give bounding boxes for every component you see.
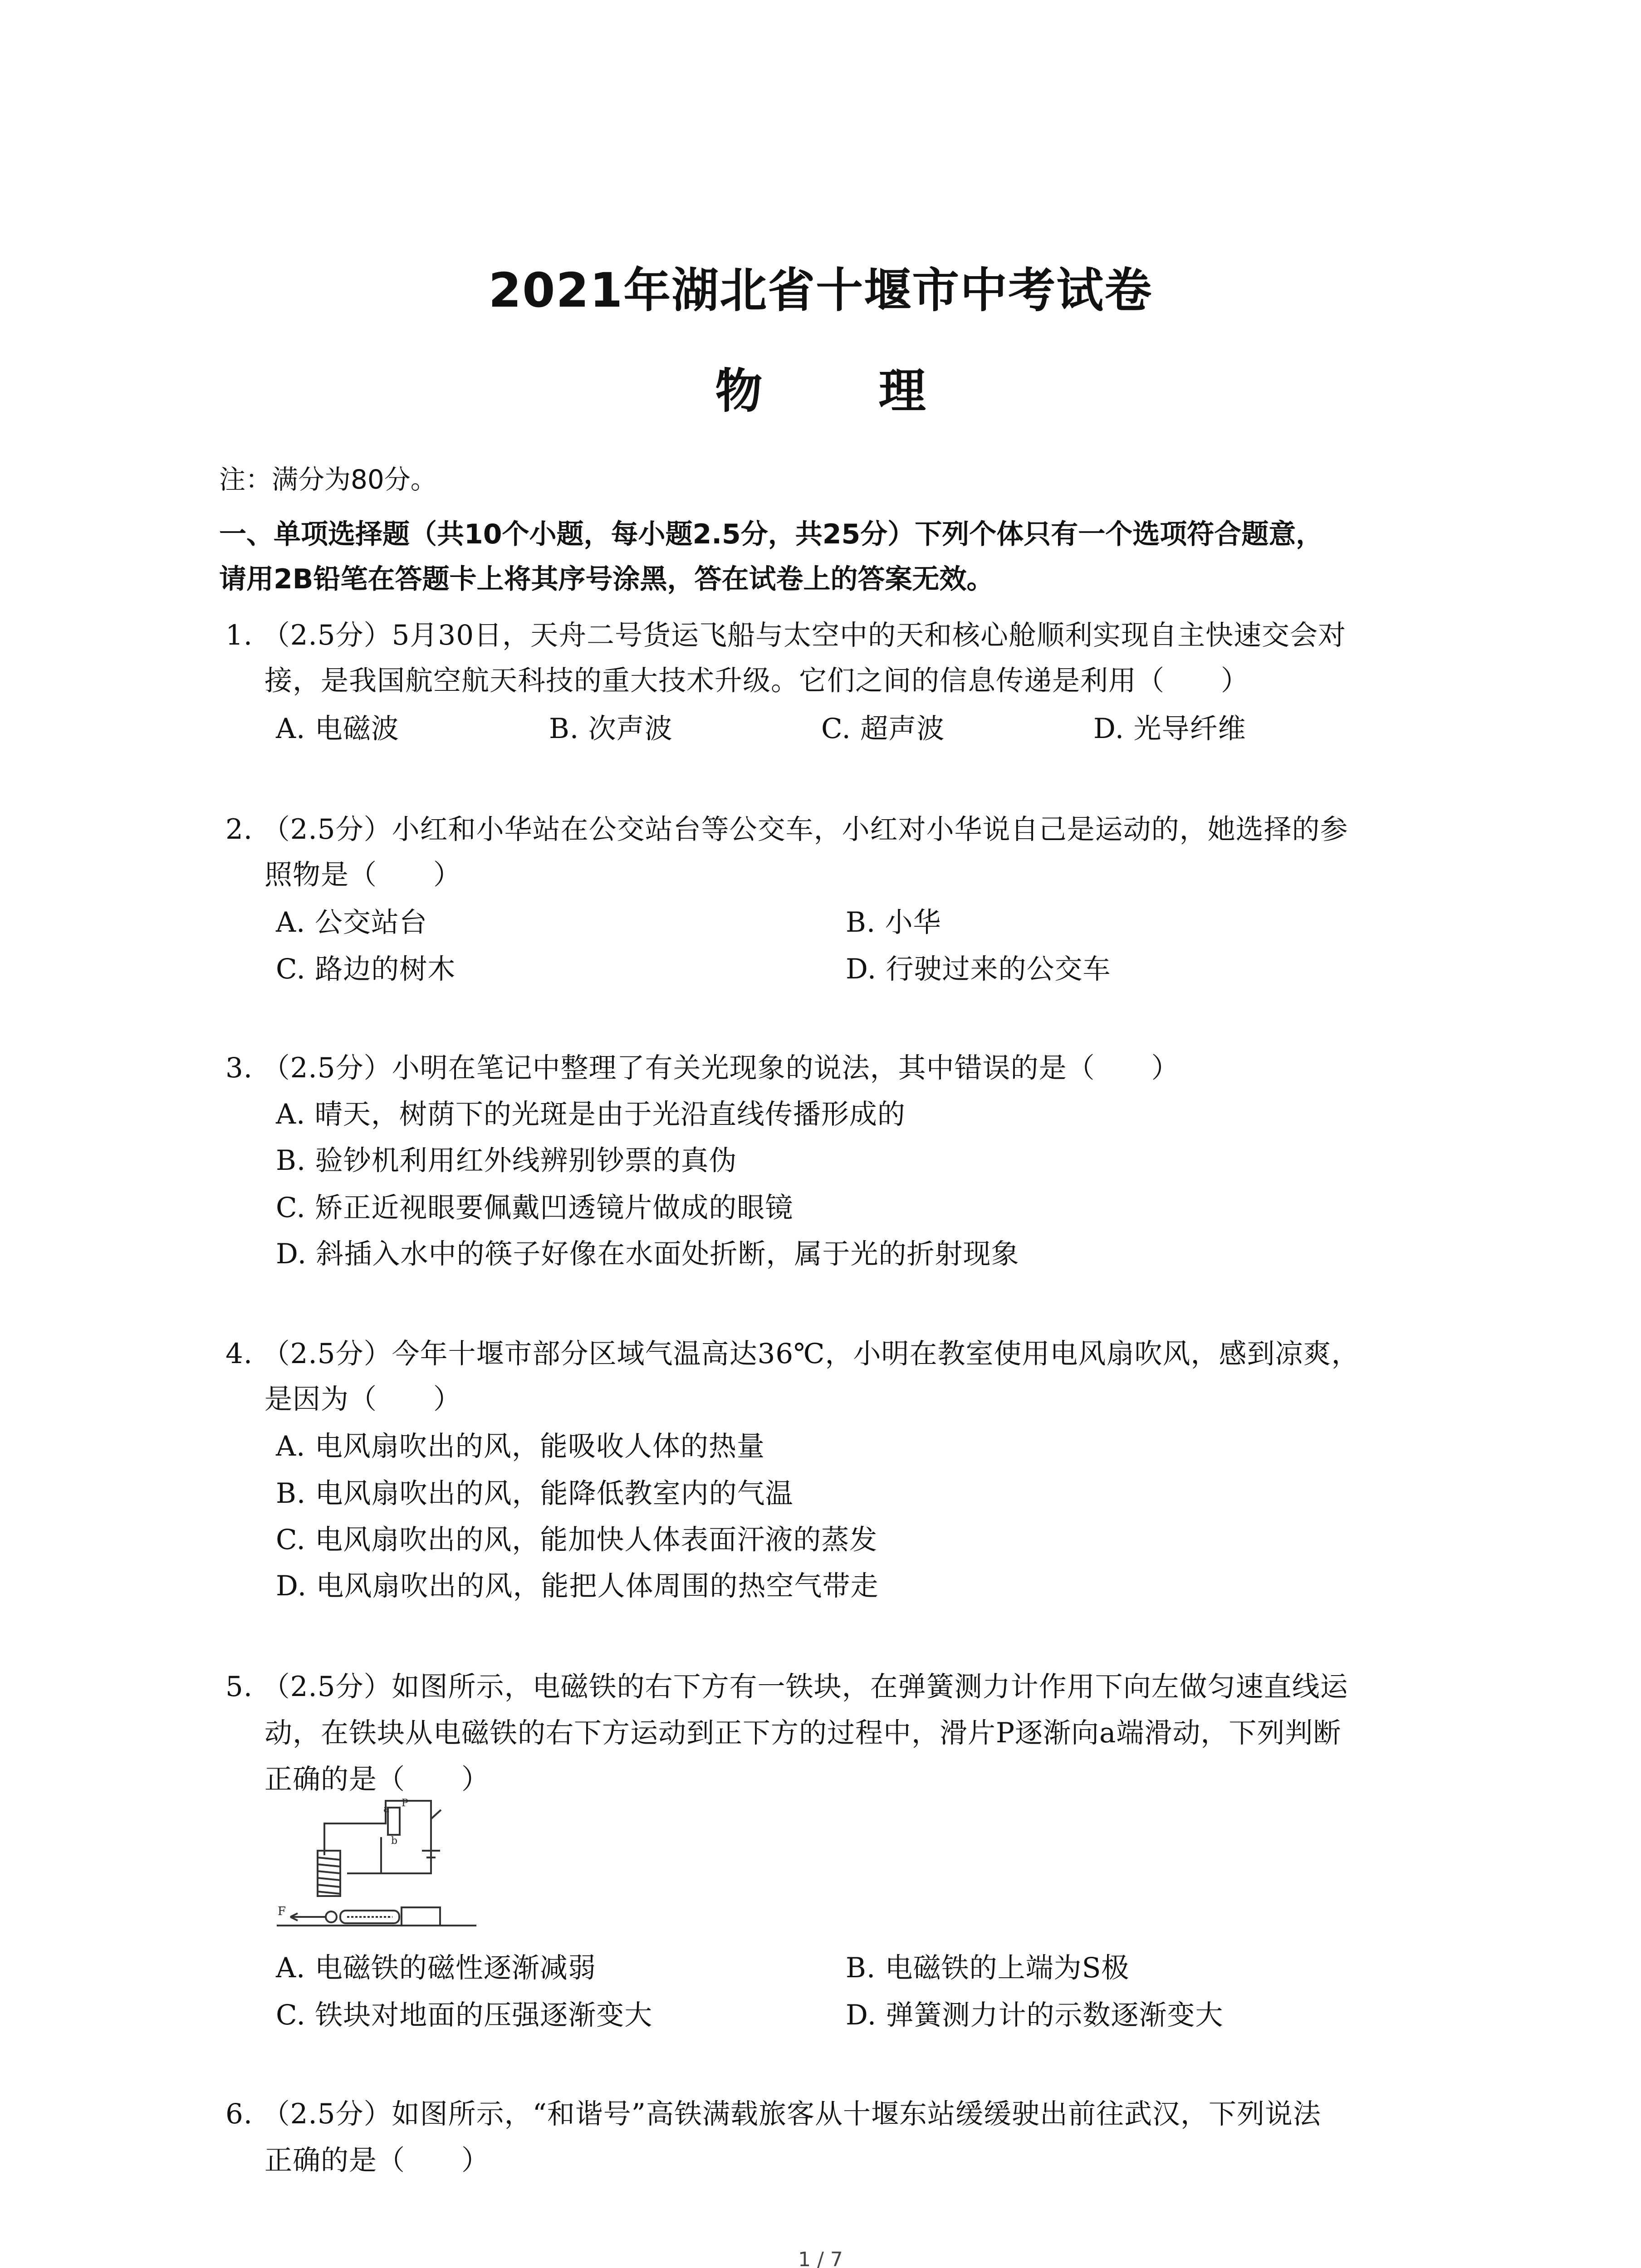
question-4-stem-line-1: 4. （2.5分）今年十堰市部分区域气温高达36℃，小明在教室使用电风扇吹风，感到凉爽， bbox=[225, 1338, 1360, 1370]
question-1-stem-line-2: 接，是我国航空航天科技的重大技术升级。它们之间的信息传递是利用（ ） bbox=[265, 665, 1249, 697]
rheostat-end-a-label: a bbox=[383, 1804, 390, 1815]
force-label: F bbox=[278, 1905, 286, 1918]
question-1-option-a: A. 电磁波 bbox=[276, 713, 399, 745]
question-2-option-d: D. 行驶过来的公交车 bbox=[846, 953, 1111, 985]
question-4-option-d: D. 电风扇吹出的风，能把人体周围的热空气带走 bbox=[276, 1570, 879, 1602]
question-5-stem-line-1: 5. （2.5分）如图所示，电磁铁的右下方有一铁块，在弹簧测力计作用下向左做匀速直线运 bbox=[225, 1671, 1348, 1703]
question-3-option-c: C. 矫正近视眼要佩戴凹透镜片做成的眼镜 bbox=[276, 1192, 794, 1224]
question-4-option-c: C. 电风扇吹出的风，能加快人体表面汗液的蒸发 bbox=[276, 1524, 878, 1556]
question-4-option-a: A. 电风扇吹出的风，能吸收人体的热量 bbox=[276, 1430, 765, 1462]
question-2-option-b: B. 小华 bbox=[846, 906, 941, 938]
question-2-stem-line-2: 照物是（ ） bbox=[265, 859, 462, 891]
question-1-stem-line-1: 1. （2.5分）5月30日，天舟二号货运飞船与太空中的天和核心舱顺利实现自主快速交会对 bbox=[225, 619, 1347, 651]
question-3-stem: 3. （2.5分）小明在笔记中整理了有关光现象的说法，其中错误的是（ ） bbox=[225, 1052, 1180, 1084]
question-3-option-b: B. 验钞机利用红外线辨别钞票的真伪 bbox=[276, 1144, 737, 1177]
question-5-option-d: D. 弹簧测力计的示数逐渐变大 bbox=[846, 1999, 1224, 2031]
question-4-option-b: B. 电风扇吹出的风，能降低教室内的气温 bbox=[276, 1477, 794, 1510]
question-1-option-d: D. 光导纤维 bbox=[1093, 713, 1246, 745]
question-5-stem-line-2: 动，在铁块从电磁铁的右下方运动到正下方的过程中，滑片P逐渐向a端滑动，下列判断 bbox=[265, 1717, 1342, 1749]
question-1-option-c: C. 超声波 bbox=[821, 713, 945, 745]
exam-title: 2021年湖北省十堰市中考试卷 bbox=[488, 263, 1153, 318]
question-2-option-c: C. 路边的树木 bbox=[276, 953, 456, 985]
section-heading-line-2: 请用2B铅笔在答题卡上将其序号涂黑，答在试卷上的答案无效。 bbox=[219, 563, 994, 595]
rheostat-end-b-label: b bbox=[391, 1835, 398, 1847]
question-6-stem-line-2: 正确的是（ ） bbox=[265, 2144, 490, 2176]
question-3-option-a: A. 晴天，树荫下的光斑是由于光沿直线传播形成的 bbox=[276, 1098, 906, 1130]
question-3-option-d: D. 斜插入水中的筷子好像在水面处折断，属于光的折射现象 bbox=[276, 1238, 1019, 1270]
question-4-stem-line-2: 是因为（ ） bbox=[265, 1383, 462, 1415]
rheostat-slider-label: P bbox=[402, 1798, 408, 1809]
question-2-stem-line-1: 2. （2.5分）小红和小华站在公交站台等公交车，小红对小华说自己是运动的，她选择的参 bbox=[225, 813, 1348, 846]
score-note: 注：满分为80分。 bbox=[219, 464, 437, 495]
question-1-option-b: B. 次声波 bbox=[549, 713, 673, 745]
page-number: 1 / 7 bbox=[798, 2248, 843, 2268]
subject-title: 物 理 bbox=[715, 363, 976, 419]
electromagnet-circuit-figure bbox=[272, 1792, 481, 1937]
question-5-option-b: B. 电磁铁的上端为S极 bbox=[846, 1952, 1130, 1984]
question-6-stem-line-1: 6. （2.5分）如图所示，“和谐号”高铁满载旅客从十堰东站缓缓驶出前往武汉，下列说法 bbox=[225, 2098, 1321, 2130]
question-5-stem-line-3: 正确的是（ ） bbox=[265, 1763, 490, 1795]
question-2-option-a: A. 公交站台 bbox=[276, 906, 427, 938]
section-heading-line-1: 一、单项选择题（共10个小题，每小题2.5分，共25分）下列个体只有一个选项符合题意， bbox=[219, 518, 1323, 550]
question-5-option-a: A. 电磁铁的磁性逐渐减弱 bbox=[276, 1952, 596, 1984]
question-5-option-c: C. 铁块对地面的压强逐渐变大 bbox=[276, 1999, 653, 2031]
